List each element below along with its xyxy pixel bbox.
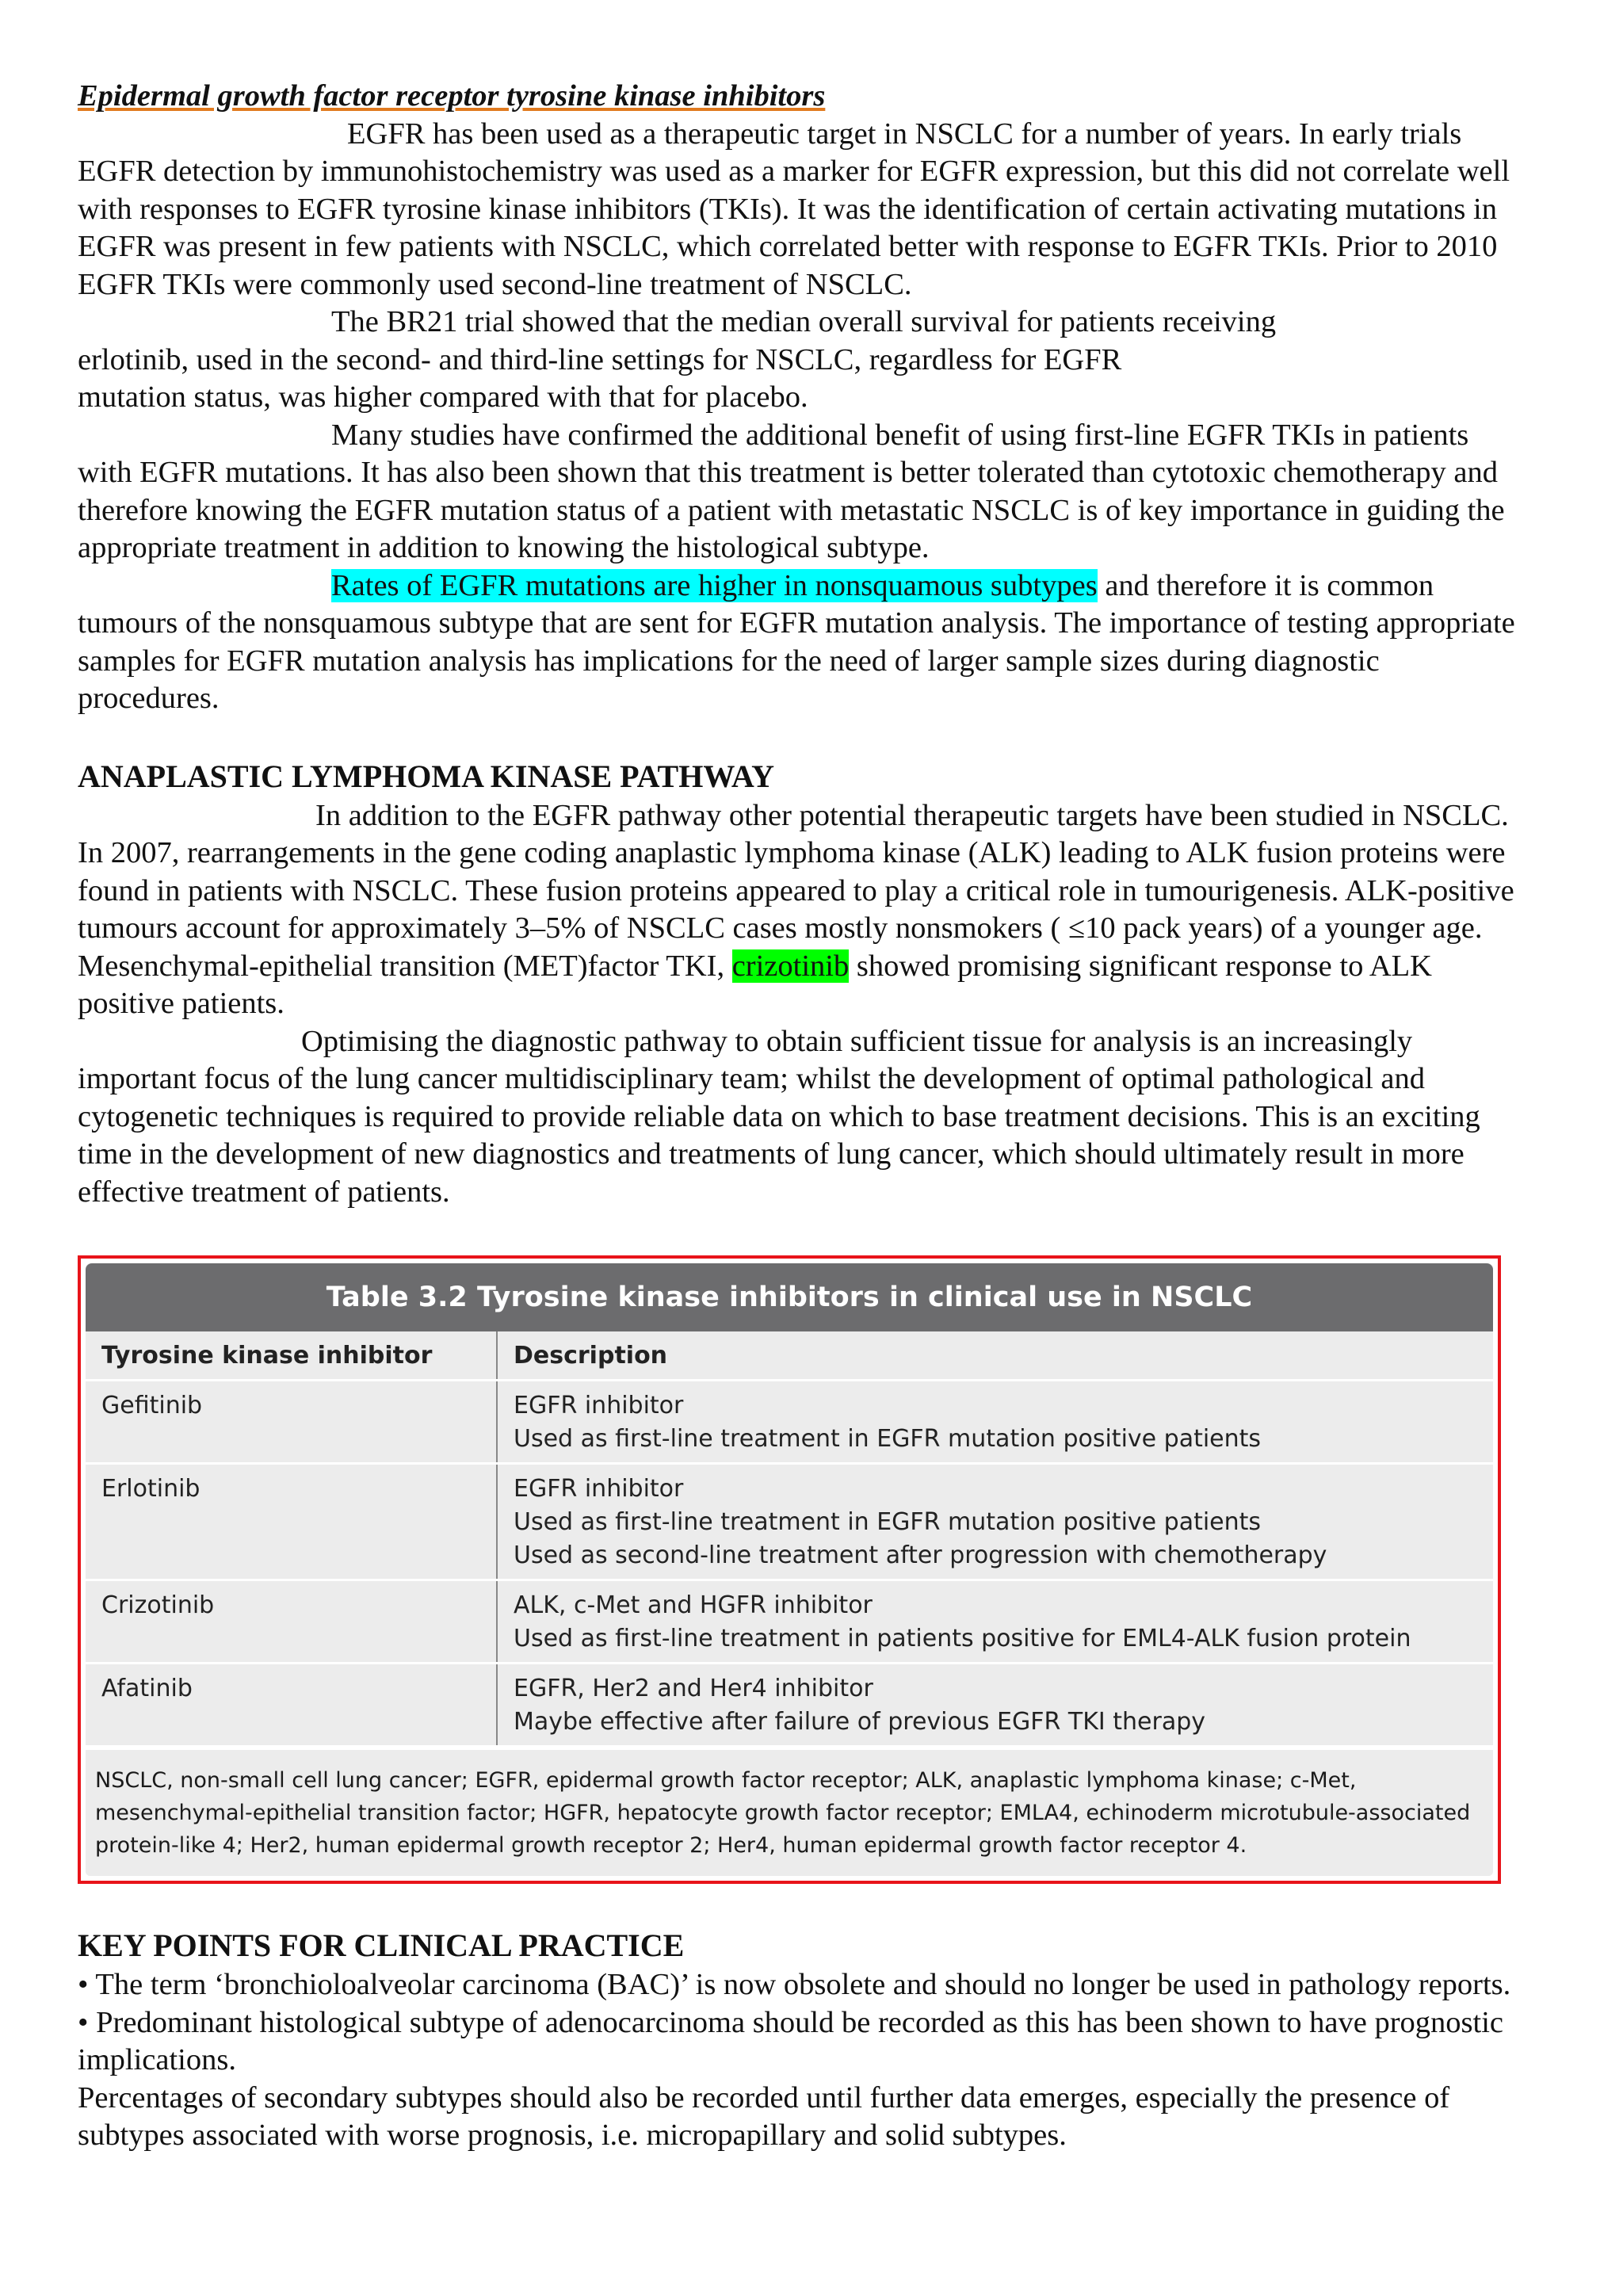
paragraph-text: and therefore it is common tumours of the nonsquamous subtype that are sent for EGFR mutation analysis. The importance of testing appropriate samples for EGFR mutation analysis has implications for the need of larger sample sizes during diagnostic procedures. <box>78 568 1515 715</box>
table-row <box>86 1581 1493 1664</box>
paragraph-text: In addition to the EGFR pathway other potential therapeutic targets have been studied in NSCLC. In 2007, rearrangements in the gene coding anaplastic lymphoma kinase (ALK) leading to ALK fusion proteins were found in patients with NSCLC. These fusion proteins appeared to play a critical role in tumourigenesis. ALK-positive tumours account for approximately 3–5% of NSCLC cases mostly nonsmokers ( ≤10 pack years) of a younger age. Mesenchymal-epithelial transition (MET)factor TKI, <box>78 798 1514 983</box>
table-row <box>86 1381 1493 1465</box>
document-page <box>78 78 1524 2155</box>
alk-section-heading: ANAPLASTIC LYMPHOMA KINASE PATHWAY <box>78 758 775 794</box>
drug-description <box>498 1664 1493 1745</box>
drug-description <box>498 1381 1493 1462</box>
tki-table <box>86 1263 1493 1876</box>
drug-description <box>498 1465 1493 1579</box>
egfr-paragraph-2-line-3: mutation status, was higher compared with that for placebo. <box>78 380 808 414</box>
egfr-section-title: Epidermal growth factor receptor tyrosine kinase inhibitors <box>78 79 826 113</box>
egfr-paragraph-1: EGFR has been used as a therapeutic target in NSCLC for a number of years. In early trials EGFR detection by immunohistochemistry was used as a marker for EGFR expression, but this did not correlate well with responses to EGFR tyrosine kinase inhibitors (TKIs). It was the identification of certain activating mutations in EGFR was present in few patients with NSCLC, which correlated better with response to EGFR TKIs. Prior to 2010 EGFR TKIs were commonly used second-line treatment of NSCLC. <box>78 117 1510 301</box>
egfr-paragraph-3: Many studies have confirmed the additional benefit of using first-line EGFR TKIs in patients with EGFR mutations. It has also been shown that this treatment is better tolerated than cytotoxic chemotherapy and therefore knowing the EGFR mutation status of a patient with metastatic NSCLC is of key importance in guiding the appropriate treatment in addition to knowing the histological subtype. <box>78 418 1505 564</box>
drug-name: Erlotinib <box>86 1465 498 1579</box>
egfr-paragraph-2-line-2: erlotinib, used in the second- and third-line settings for NSCLC, regardless for EGFR <box>78 342 1122 376</box>
description-line: Used as first-line treatment in EGFR mutation positive patients <box>514 1508 1262 1536</box>
description-line: ALK, c-Met and HGFR inhibitor <box>514 1591 873 1619</box>
key-point-bullet-1: • The term ‘bronchioloalveolar carcinoma (BAC)’ is now obsolete and should no longer be used in pathology reports. <box>78 1968 1511 2001</box>
description-line: Maybe effective after failure of previous EGFR TKI therapy <box>514 1708 1206 1736</box>
table-header-row <box>86 1331 1493 1381</box>
alk-paragraph-1 <box>78 797 1524 1023</box>
description-line: EGFR inhibitor <box>514 1475 684 1503</box>
drug-name: Afatinib <box>86 1664 498 1745</box>
drug-name: Crizotinib <box>86 1581 498 1662</box>
column-header-inhibitor: Tyrosine kinase inhibitor <box>86 1331 498 1379</box>
drug-description <box>498 1581 1493 1662</box>
highlighted-text: Rates of EGFR mutations are higher in nonsquamous subtypes <box>331 568 1098 602</box>
table-frame <box>78 1255 1501 1884</box>
alk-paragraph-2: Optimising the diagnostic pathway to obtain sufficient tissue for analysis is an increasingly important focus of the lung cancer multidisciplinary team; whilst the development of optimal pathological and cytogenetic techniques is required to provide reliable data on which to base treatment decisions. This is an exciting time in the development of new diagnostics and treatments of lung cancer, which should ultimately result in more effective treatment of patients. <box>78 1024 1480 1209</box>
key-points-heading: KEY POINTS FOR CLINICAL PRACTICE <box>78 1927 685 1963</box>
table-row <box>86 1465 1493 1581</box>
description-line: Used as first-line treatment in patients positive for EML4-ALK fusion protein <box>514 1625 1411 1652</box>
egfr-paragraph-4 <box>78 567 1524 718</box>
description-line: EGFR inhibitor <box>514 1392 684 1419</box>
key-point-paragraph: Percentages of secondary subtypes should also be recorded until further data emerges, especially the presence of subtypes associated with worse prognosis, i.e. micropapillary and solid subtypes. <box>78 2080 1450 2152</box>
description-line: EGFR, Her2 and Her4 inhibitor <box>514 1675 873 1702</box>
key-point-bullet-2: • Predominant histological subtype of adenocarcinoma should be recorded as this has been shown to have prognostic implications. <box>78 2005 1504 2076</box>
table-footnote: NSCLC, non-small cell lung cancer; EGFR, epidermal growth factor receptor; ALK, anaplastic lymphoma kinase; c-Met, mesenchymal-epithelial transition factor; HGFR, hepatocyte growth factor receptor; EMLA4, echinoderm microtubule-associated protein-like 4; Her2, human epidermal growth receptor 2; Her4, human epidermal growth factor receptor 4. <box>86 1748 1493 1876</box>
description-line: Used as second-line treatment after progression with chemotherapy <box>514 1541 1327 1569</box>
table-title: Table 3.2 Tyrosine kinase inhibitors in clinical use in NSCLC <box>86 1263 1493 1331</box>
paragraph-text: showed promising significant response to ALK positive patients. <box>78 949 1432 1020</box>
highlighted-text: crizotinib <box>731 949 850 983</box>
description-line: Used as first-line treatment in EGFR mutation positive patients <box>514 1425 1262 1453</box>
drug-name: Gefitinib <box>86 1381 498 1462</box>
egfr-paragraph-2-line-1: The BR21 trial showed that the median overall survival for patients receiving <box>331 305 1277 338</box>
column-header-description: Description <box>514 1342 668 1370</box>
table-row <box>86 1664 1493 1748</box>
